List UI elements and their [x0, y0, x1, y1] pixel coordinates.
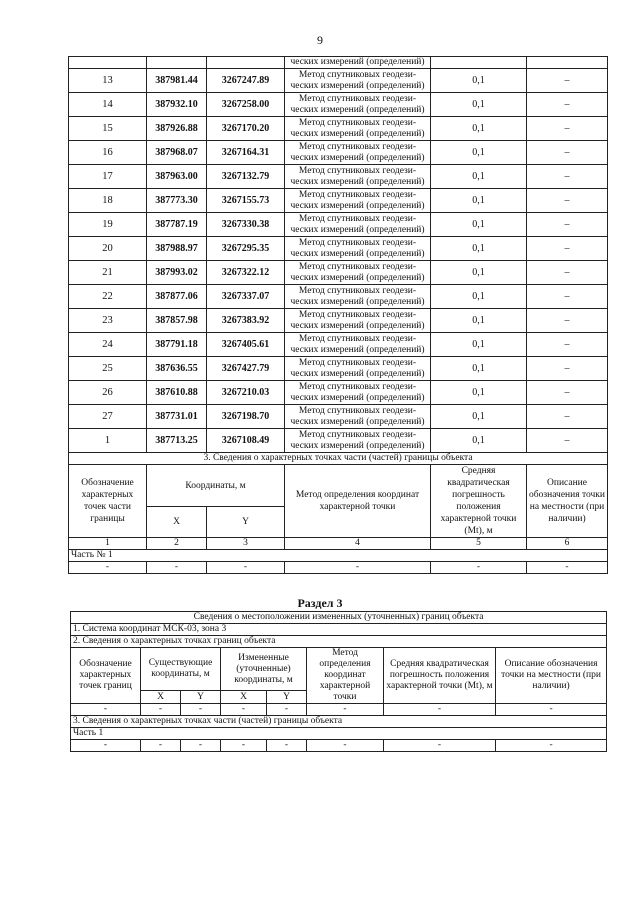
- method-line: ческих измерений (определений): [290, 440, 425, 451]
- table-row: [69, 69, 608, 93]
- description-value: –: [527, 429, 608, 453]
- method-line: Метод спутниковых геодези-: [298, 189, 417, 200]
- point-number: 14: [69, 93, 147, 117]
- coord-y: 3267164.31: [207, 141, 285, 165]
- coord-y: 3267198.70: [207, 405, 285, 429]
- coord-x: 387981.44: [147, 69, 207, 93]
- table-row: [71, 636, 607, 648]
- description-value: –: [527, 333, 608, 357]
- table-row: [69, 93, 608, 117]
- table-row: [71, 740, 607, 752]
- description-value: –: [527, 213, 608, 237]
- header-row: [69, 465, 608, 507]
- empty-cell: -: [384, 704, 496, 716]
- empty-cell: -: [207, 562, 285, 574]
- method-line: ческих измерений (определений): [290, 176, 425, 187]
- method-line: ческих измерений (определений): [290, 224, 425, 235]
- table-row: [69, 381, 608, 405]
- method-cell: [285, 237, 431, 261]
- method-line: Метод спутниковых геодези-: [298, 285, 417, 296]
- coord-y: 3267405.61: [207, 333, 285, 357]
- method-line: Метод спутниковых геодези-: [298, 309, 417, 320]
- empty-cell: -: [496, 704, 607, 716]
- method-line: ческих измерений (определений): [290, 128, 425, 139]
- empty-cell: -: [141, 704, 181, 716]
- empty-cell: -: [285, 562, 431, 574]
- coord-y: 3267258.00: [207, 93, 285, 117]
- coord-y: 3267427.79: [207, 357, 285, 381]
- empty-cell: -: [69, 562, 147, 574]
- empty-cell: -: [71, 704, 141, 716]
- coord-x: 387877.06: [147, 285, 207, 309]
- accuracy-value: 0,1: [431, 189, 527, 213]
- empty-cell: -: [431, 562, 527, 574]
- page-number: 9: [317, 33, 323, 47]
- coord-x: 387963.00: [147, 165, 207, 189]
- method-line: ческих измерений (определений): [290, 248, 425, 259]
- method-line: Метод спутниковых геодези-: [298, 357, 417, 368]
- description-value: –: [527, 189, 608, 213]
- description-value: –: [527, 309, 608, 333]
- accuracy-value: 0,1: [431, 429, 527, 453]
- table-row: [69, 333, 608, 357]
- table-row: [71, 624, 607, 636]
- method-cell: [285, 69, 431, 93]
- description-header: Описание обозначения точки на местности (при наличии): [496, 648, 607, 704]
- designation-header: Обозначение характерных точек границ: [71, 648, 141, 704]
- accuracy-value: 0,1: [431, 237, 527, 261]
- table-row: [69, 237, 608, 261]
- empty-cell: -: [221, 704, 267, 716]
- y-header: Y: [207, 507, 285, 538]
- description-value: –: [527, 165, 608, 189]
- description-value: –: [527, 237, 608, 261]
- coord-y: 3267337.07: [207, 285, 285, 309]
- point-number: 24: [69, 333, 147, 357]
- section3-title: 3. Сведения о характерных точках части (частей) границы объекта: [69, 453, 608, 465]
- method-line: ческих измерений (определений): [290, 416, 425, 427]
- method-line: Метод спутниковых геодези-: [298, 381, 417, 392]
- coord-x: 387787.19: [147, 213, 207, 237]
- table-row: [69, 309, 608, 333]
- method-cell: [285, 381, 431, 405]
- method-cell: [285, 141, 431, 165]
- coord-y: 3267170.20: [207, 117, 285, 141]
- parts-title: 3. Сведения о характерных точках части (частей) границы объекта: [71, 716, 607, 728]
- x-header: X: [221, 691, 267, 704]
- table-row: [69, 261, 608, 285]
- accuracy-value: 0,1: [431, 285, 527, 309]
- header-row: [71, 648, 607, 691]
- table-row: [69, 165, 608, 189]
- coord-system: 1. Система координат МСК-03, зона 3: [71, 624, 607, 636]
- column-index: 3: [207, 538, 285, 550]
- coord-x: 387932.10: [147, 93, 207, 117]
- y-header: Y: [181, 691, 221, 704]
- coord-x: 387713.25: [147, 429, 207, 453]
- method-line: ческих измерений (определений): [290, 272, 425, 283]
- method-cell: [285, 357, 431, 381]
- method-line: ческих измерений (определений): [290, 344, 425, 355]
- table-row: [69, 117, 608, 141]
- table-row: [71, 704, 607, 716]
- method-line: ческих измерений (определений): [290, 80, 425, 91]
- coord-y: 3267295.35: [207, 237, 285, 261]
- method-line: ческих измерений (определений): [290, 152, 425, 163]
- coord-x: 387773.30: [147, 189, 207, 213]
- coord-x: 387610.88: [147, 381, 207, 405]
- table-row: [69, 213, 608, 237]
- column-index: 6: [527, 538, 608, 550]
- accuracy-value: 0,1: [431, 117, 527, 141]
- point-number: 13: [69, 69, 147, 93]
- table-row: [71, 728, 607, 740]
- point-number: 23: [69, 309, 147, 333]
- description-value: –: [527, 261, 608, 285]
- point-number: 1: [69, 429, 147, 453]
- point-number: 27: [69, 405, 147, 429]
- accuracy-value: 0,1: [431, 405, 527, 429]
- point-number: 26: [69, 381, 147, 405]
- accuracy-value: 0,1: [431, 333, 527, 357]
- coord-y: 3267383.92: [207, 309, 285, 333]
- method-cell: [285, 189, 431, 213]
- coord-x: 387636.55: [147, 357, 207, 381]
- point-number: 17: [69, 165, 147, 189]
- point-number: 21: [69, 261, 147, 285]
- coord-y: 3267108.49: [207, 429, 285, 453]
- accuracy-value: 0,1: [431, 309, 527, 333]
- point-number: 20: [69, 237, 147, 261]
- empty-cell: -: [141, 740, 181, 752]
- coord-x: 387993.02: [147, 261, 207, 285]
- method-line: ческих измерений (определений): [290, 200, 425, 211]
- table-row: [69, 141, 608, 165]
- empty-cell: -: [307, 704, 384, 716]
- accuracy-value: 0,1: [431, 357, 527, 381]
- point-number: 16: [69, 141, 147, 165]
- point-number: 18: [69, 189, 147, 213]
- table-row: [69, 189, 608, 213]
- part-label: Часть № 1: [69, 550, 608, 562]
- existing-coords-header: Существующие координаты, м: [141, 648, 221, 691]
- coord-x: 387857.98: [147, 309, 207, 333]
- parts-section: [69, 453, 608, 574]
- section-title-row: [69, 453, 608, 465]
- coord-x: 387926.88: [147, 117, 207, 141]
- method-cell: [285, 261, 431, 285]
- x-header: X: [147, 507, 207, 538]
- table-row: [69, 429, 608, 453]
- accuracy-header: Средняя квадратическая погрешность положения характерной точки (Mt), м: [431, 465, 527, 538]
- accuracy-value: 0,1: [431, 93, 527, 117]
- description-value: –: [527, 141, 608, 165]
- column-index: 5: [431, 538, 527, 550]
- method-line: ческих измерений (определений): [290, 104, 425, 115]
- coord-x: 387968.07: [147, 141, 207, 165]
- coords-header: Координаты, м: [147, 465, 285, 507]
- method-cell: ческих измерений (определений): [285, 57, 431, 69]
- method-line: Метод спутниковых геодези-: [298, 429, 417, 440]
- column-index: 1: [69, 538, 147, 550]
- points-title: 2. Сведения о характерных точках границ объекта: [71, 636, 607, 648]
- coord-y: 3267247.89: [207, 69, 285, 93]
- table-row: [69, 405, 608, 429]
- point-number: 19: [69, 213, 147, 237]
- method-line: Метод спутниковых геодези-: [298, 93, 417, 104]
- empty-cell: -: [181, 704, 221, 716]
- method-cell: [285, 429, 431, 453]
- method-line: ческих измерений (определений): [290, 368, 425, 379]
- empty-cell: -: [71, 740, 141, 752]
- method-cell: [285, 333, 431, 357]
- description-value: –: [527, 405, 608, 429]
- accuracy-value: 0,1: [431, 165, 527, 189]
- accuracy-value: 0,1: [431, 213, 527, 237]
- method-cell: [285, 405, 431, 429]
- part-row: [69, 550, 608, 562]
- table-row: [69, 285, 608, 309]
- method-line: Метод спутниковых геодези-: [298, 261, 417, 272]
- empty-cell: -: [267, 704, 307, 716]
- boundary-points-table: [68, 56, 608, 574]
- accuracy-value: 0,1: [431, 261, 527, 285]
- column-index: 4: [285, 538, 431, 550]
- method-line: Метод спутниковых геодези-: [298, 165, 417, 176]
- accuracy-value: 0,1: [431, 69, 527, 93]
- boundary-points-body: [69, 57, 608, 453]
- coord-y: 3267322.12: [207, 261, 285, 285]
- empty-cell: -: [267, 740, 307, 752]
- part-label: Часть 1: [71, 728, 607, 740]
- method-line: Метод спутниковых геодези-: [298, 333, 417, 344]
- y-header: Y: [267, 691, 307, 704]
- method-line: Метод спутниковых геодези-: [298, 237, 417, 248]
- method-cell: [285, 309, 431, 333]
- table-row: [71, 716, 607, 728]
- point-number: 15: [69, 117, 147, 141]
- accuracy-value: 0,1: [431, 381, 527, 405]
- method-line: ческих измерений (определений): [290, 320, 425, 331]
- method-cell: [285, 165, 431, 189]
- description-header: Описание обозначения точки на местности (при наличии): [527, 465, 608, 538]
- method-line: Метод спутниковых геодези-: [298, 117, 417, 128]
- table-row: [69, 562, 608, 574]
- coord-y: 3267210.03: [207, 381, 285, 405]
- method-cell: [285, 285, 431, 309]
- method-cell: [285, 213, 431, 237]
- description-value: –: [527, 69, 608, 93]
- method-line: Метод спутниковых геодези-: [298, 213, 417, 224]
- description-value: –: [527, 93, 608, 117]
- empty-cell: -: [307, 740, 384, 752]
- method-cell: [285, 93, 431, 117]
- empty-cell: -: [221, 740, 267, 752]
- section-title: Сведения о местоположении измененных (уточненных) границ объекта: [71, 612, 607, 624]
- column-index-row: [69, 538, 608, 550]
- point-number: 22: [69, 285, 147, 309]
- x-header: X: [141, 691, 181, 704]
- table-row: [69, 57, 608, 69]
- column-index: 2: [147, 538, 207, 550]
- designation-header: Обозначение характерных точек части границы: [69, 465, 147, 538]
- method-line: ческих измерений (определений): [290, 392, 425, 403]
- method-line: Метод спутниковых геодези-: [298, 141, 417, 152]
- accuracy-value: 0,1: [431, 141, 527, 165]
- changed-coords-header: Измененные (уточненные) координаты, м: [221, 648, 307, 691]
- coord-y: 3267132.79: [207, 165, 285, 189]
- accuracy-header: Средняя квадратическая погрешность положения характерной точки (Mt), м: [384, 648, 496, 704]
- description-value: –: [527, 285, 608, 309]
- coord-y: 3267330.38: [207, 213, 285, 237]
- point-number: 25: [69, 357, 147, 381]
- changed-boundaries-table: [70, 611, 607, 752]
- table-row: [69, 357, 608, 381]
- coord-x: 387791.18: [147, 333, 207, 357]
- description-value: –: [527, 357, 608, 381]
- method-line: Метод спутниковых геодези-: [298, 69, 417, 80]
- empty-cell: -: [181, 740, 221, 752]
- section-heading: Раздел 3: [297, 596, 343, 610]
- description-value: –: [527, 381, 608, 405]
- empty-cell: -: [496, 740, 607, 752]
- coord-x: 387988.97: [147, 237, 207, 261]
- empty-cell: -: [527, 562, 608, 574]
- table-row: [71, 612, 607, 624]
- method-header: Метод определения координат характерной точки: [285, 465, 431, 538]
- empty-cell: -: [147, 562, 207, 574]
- method-header: Метод определения координат характерной точки: [307, 648, 384, 704]
- coord-x: 387731.01: [147, 405, 207, 429]
- method-cell: [285, 117, 431, 141]
- coord-y: 3267155.73: [207, 189, 285, 213]
- description-value: –: [527, 117, 608, 141]
- method-line: Метод спутниковых геодези-: [298, 405, 417, 416]
- method-line: ческих измерений (определений): [290, 296, 425, 307]
- empty-cell: -: [384, 740, 496, 752]
